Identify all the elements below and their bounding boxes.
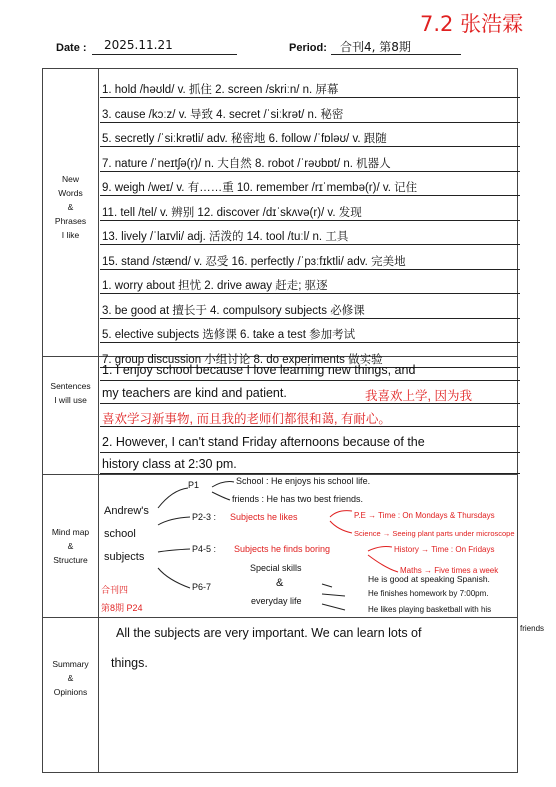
word-entry: 5. secretly /ˈsiːkrətli/ adv. 秘密地 6. follow /ˈfɒləʊ/ v. 跟随 [102,133,387,145]
connector-history [368,547,392,552]
sentence-2-line-2: history class at 2:30 pm. [102,457,237,471]
connector-p2 [158,517,190,525]
mindmap-likes: Subjects he likes [230,512,298,522]
mindmap-school: School : He enjoys his school life. [236,476,371,486]
date-label: Date : [56,42,87,54]
connector-school [212,482,234,487]
word-entry: 7. nature /ˈneɪtʃə(r)/ n. 大自然 8. robot /ˈrəʊbɒt/ n. 机器人 [102,157,391,170]
word-entry: 13. lively /ˈlaɪvli/ adj. 活泼的 14. tool /tuːl/ n. 工具 [102,231,349,243]
connector-maths [368,555,398,572]
mindmap-history: History → Time : On Fridays [394,545,495,554]
sentence-2-line-1: 2. However, I can't stand Friday afternoons because of the [102,435,425,449]
word-entry: 11. tell /tel/ v. 辨别 12. discover /dɪˈskʌvə(r)/ v. 发现 [102,206,362,219]
word-entry: 9. weigh /weɪ/ v. 有……重 10. remember /rɪˈmembə(r)/ v. 记住 [102,182,418,194]
mindmap-friends: friends : He has two best friends. [232,494,364,504]
mindmap-fact-3: He likes playing basketball with his [368,605,492,614]
connector-p4 [158,549,190,552]
period-label: Period: [289,42,327,54]
word-entry: 3. be good at 擅长于 4. compulsory subjects 必修课 [102,304,365,317]
mindmap-p2: P2-3 : [192,512,217,522]
sentence-1-translation-a: 我喜欢上学, 因为我 [365,389,472,403]
mindmap-p4: P4-5 : [192,544,217,554]
connector-pe [330,511,352,517]
summary-line-2: things. [111,656,148,670]
sentence-1-line-2: my teachers are kind and patient. [102,386,287,400]
summary-section-label: Summary & Opinions [52,659,89,697]
word-entry: 3. cause /kɔːz/ v. 导致 4. secret /ˈsiːkrət/ n. 秘密 [102,108,344,121]
sentences-section-label: Sentences I will use [50,381,91,405]
connector-science [330,521,352,533]
sentence-1-translation-b: 喜欢学习新事物, 而且我的老师们都很和蔼, 有耐心。 [102,412,391,426]
mindmap-pe: P.E → Time : On Mondays & Thursdays [354,511,495,520]
word-entry: 1. hold /həʊld/ v. 抓住 2. screen /skriːn/ n. 屏幕 [102,84,339,96]
connector-p6 [158,568,190,588]
mindmap-maths: Maths → Five times a week [400,566,499,575]
period-value: 合刊4, 第8期 [340,40,411,54]
words-section-label: New Words & Phrases I like [54,174,87,240]
mindmap-root: Andrew's school subjects [104,505,149,563]
mindmap-science: Science → Seeing plant parts under microscope [354,529,515,538]
word-entry: 15. stand /stænd/ v. 忍受 16. perfectly /ˈpɜːfɪktli/ adv. 完美地 [102,255,406,268]
mindmap-fact-1: He is good at speaking Spanish. [368,574,490,584]
mindmap-p1: P1 [188,480,200,490]
word-entry: 5. elective subjects 选修课 6. take a test 参加考试 [102,329,356,341]
connector-e2 [322,594,345,596]
word-entry: 7. group discussion 小组讨论 8. do experiments 做实验 [102,353,383,366]
connector-friends [212,492,230,500]
word-entry: 1. worry about 担忧 2. drive away 赶走; 驱逐 [102,280,328,292]
connector-p1 [158,488,188,508]
mindmap-p6: P6-7 [192,582,212,592]
mindmap-section-label: Mind map & Structure [51,527,90,565]
date-value: 2025.11.21 [104,38,173,52]
mindmap-amp: & [276,577,284,589]
mindmap-boring: Subjects he finds boring [234,544,331,554]
sentence-1-line-1: 1. I enjoy school because I love learning new things, and [102,363,416,377]
mindmap-special: Special skills [250,563,302,573]
summary-line-1: All the subjects are very important. We can learn lots of [116,626,422,640]
source-page: 第8期 P24 [101,603,143,613]
mindmap-fact-3-end: friends [520,624,545,633]
connector-e1 [322,584,332,587]
signature: 7.2 张浩霖 [420,12,524,36]
mindmap-fact-2: He finishes homework by 7:00pm. [368,589,489,598]
source-issue: 合刊四 [101,585,129,595]
mindmap-everyday: everyday life [251,596,302,606]
connector-e3 [322,604,345,610]
